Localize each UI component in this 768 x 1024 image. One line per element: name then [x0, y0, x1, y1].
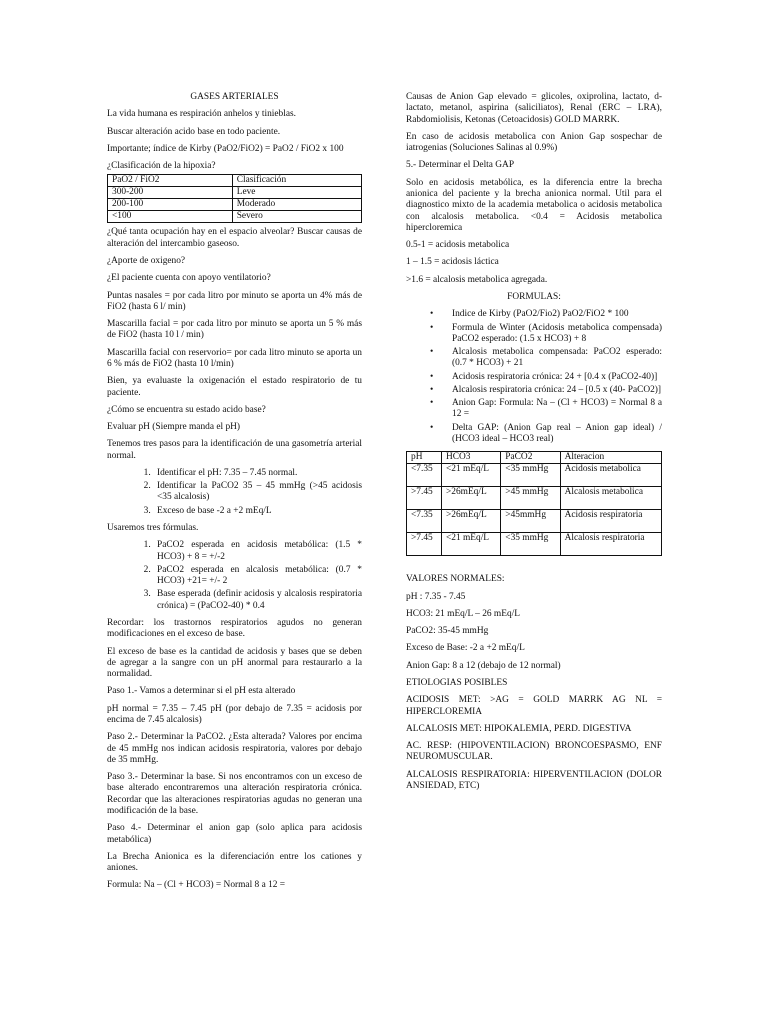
acid-base-table — [406, 451, 662, 556]
paragraph: ¿Clasificación de la hipoxia? — [107, 161, 216, 172]
paragraph: Usaremos tres fórmulas. — [107, 523, 199, 534]
paragraph: Importante; índice de Kirby (PaO2/FiO2) = PaO2 / FiO2 x 100 — [107, 143, 344, 154]
paragraph: ¿El paciente cuenta con apoyo ventilatorio? — [107, 273, 271, 284]
table-cell: <7.35 — [407, 464, 442, 487]
steps-list — [107, 468, 362, 517]
table-cell: Alcalosis metabolica — [560, 487, 661, 510]
table-cell: Moderado — [232, 199, 361, 211]
normal-values-heading: VALORES NORMALES: — [406, 574, 505, 585]
etiology-item: ALCALOSIS MET: HIPOKALEMIA, PERD. DIGESTIVA — [406, 723, 632, 734]
table-row — [407, 533, 662, 556]
table-row — [407, 510, 662, 533]
table-row — [108, 211, 362, 223]
table-header-cell: Alteracion — [560, 452, 661, 464]
table-cell: Severo — [232, 211, 361, 223]
list-item: • Indice de Kirby (PaO2/Fio2) PaO2/FiO2 * 100 — [452, 309, 662, 320]
list-item: • Acidosis respiratoria crónica: 24 + [0.4 x (PaCO2-40)] — [452, 372, 662, 383]
paragraph: Buscar alteración acido base en todo paciente. — [107, 126, 281, 137]
table-cell: <21 mEq/L — [441, 464, 500, 487]
etiology-item: AC. RESP: (HIPOVENTILACION) BRONCOESPASMO, ENF NEUROMUSCULAR. — [406, 741, 662, 763]
list-item: 1. Identificar el pH: 7.35 – 7.45 normal. — [153, 468, 362, 479]
formulas-bullet-list — [406, 309, 662, 445]
list-item: • Formula de Winter (Acidosis metabolica compensada) PaCO2 esperado: (1.5 x HCO3) + 8 — [452, 323, 662, 346]
table-cell: Leve — [232, 187, 361, 199]
paragraph: 0.5-1 = acidosis metabolica — [406, 240, 510, 251]
list-item: 2. Identificar la PaCO2 35 – 45 mmHg (>45 acidosis <35 alcalosis) — [153, 481, 362, 504]
paragraph: Causas de Anion Gap elevado = glicoles, oxiprolina, lactato, d-lactato, metanol, aspirina (saliciliatos), Renal (ERC – LRA), Rabdomiolisis, Ketonas (Cetoacidosis) GOLD MARRK. — [406, 92, 662, 125]
table-cell: Acidosis respiratoria — [560, 510, 661, 533]
hypoxia-table — [107, 174, 362, 223]
etiology-item: ACIDOSIS MET: >AG = GOLD MARRK AG NL = HIPERCLOREMIA — [406, 695, 662, 717]
table-header-cell: PaO2 / FiO2 — [108, 175, 233, 187]
table-row — [108, 199, 362, 211]
table-cell: <35 mmHg — [501, 533, 560, 556]
list-item: • Anion Gap: Formula: Na – (Cl + HCO3) = Normal 8 a 12 = — [452, 398, 662, 421]
normal-value: Exceso de Base: -2 a +2 mEq/L — [406, 643, 525, 654]
paragraph: >1.6 = alcalosis metabolica agregada. — [406, 274, 548, 285]
table-cell: Acidosis metabolica — [560, 464, 661, 487]
document-title: GASES ARTERIALES — [190, 92, 279, 102]
list-item: 3. Exceso de base -2 a +2 mEq/L — [153, 506, 362, 517]
paragraph: 1 – 1.5 = acidosis láctica — [406, 257, 499, 268]
table-row — [108, 187, 362, 199]
paragraph: Paso 3.- Determinar la base. Si nos encontramos con un exceso de base alterado encontraremos una alteración respiratoria crónica. Recordar que las alteraciones respiratorias agudas no generan una modificación de la base. — [107, 772, 362, 816]
left-column — [107, 92, 362, 898]
table-header-row — [407, 452, 662, 464]
normal-value: HCO3: 21 mEq/L – 26 mEq/L — [406, 608, 520, 619]
table-cell: <100 — [108, 211, 233, 223]
table-cell: Alcalosis respiratoria — [560, 533, 661, 556]
table-header-cell: HCO3 — [441, 452, 500, 464]
right-column — [406, 92, 662, 798]
paragraph: La vida humana es respiración anhelos y tinieblas. — [107, 109, 297, 120]
paragraph: Bien, ya evaluaste la oxigenación el estado respiratorio de tu paciente. — [107, 376, 362, 398]
table-cell: >7.45 — [407, 533, 442, 556]
paragraph: Mascarilla facial = por cada litro por minuto se aporta un 5 % más de FiO2 (hasta 10 l / min) — [107, 319, 362, 341]
list-item: • Alcalosis metabolica compensada: PaCO2 esperado: (0.7 * HCO3) + 21 — [452, 347, 662, 370]
table-cell: >26mEq/L — [441, 487, 500, 510]
table-row — [407, 487, 662, 510]
paragraph: ¿Aporte de oxigeno? — [107, 255, 186, 266]
normal-value: Anion Gap: 8 a 12 (debajo de 12 normal) — [406, 660, 561, 671]
table-cell: <21 mEq/L — [441, 533, 500, 556]
paragraph: El exceso de base es la cantidad de acidosis y bases que se deben de agregar a la sangre con un pH anormal para restaurarlo a la normalidad. — [107, 646, 362, 680]
normal-value: PaCO2: 35-45 mmHg — [406, 626, 489, 637]
table-cell: 200-100 — [108, 199, 233, 211]
paragraph: 5.- Determinar el Delta GAP — [406, 160, 515, 171]
paragraph: Puntas nasales = por cada litro por minuto se aporta un 4% más de FiO2 (hasta 6 l/ min) — [107, 290, 362, 312]
paragraph: Formula: Na – (Cl + HCO3) = Normal 8 a 12 = — [107, 880, 286, 891]
paragraph: Solo en acidosis metabólica, es la diferencia entre la brecha anionica del paciente y la brecha anionica normal. Util para el diagnostico mixto de la academia metabolica o acidosis metabolica con alcalosis metabolica. <0.4 = Acidosis metabolica hipercloremica — [406, 177, 662, 233]
list-item: • Delta GAP: (Anion Gap real – Anion gap ideal) / (HCO3 ideal – HCO3 real) — [452, 423, 662, 446]
formulas-heading: FORMULAS: — [507, 291, 561, 302]
list-item: 1. PaCO2 esperada en acidosis metabólica: (1.5 * HCO3) + 8 = +/-2 — [153, 540, 362, 563]
paragraph: ¿Qué tanta ocupación hay en el espacio alveolar? Buscar causas de alteración del intercambio gaseoso. — [107, 227, 362, 249]
paragraph: pH normal = 7.35 – 7.45 pH (por debajo de 7.35 = acidosis por encima de 7.45 alcalosis) — [107, 703, 362, 725]
table-cell: <35 mmHg — [501, 464, 560, 487]
paragraph: Paso 2.- Determinar la PaCO2. ¿Esta alterada? Valores por encima de 45 mmHg nos indican acidosis respiratoria, valores por debajo de 35 mmHg. — [107, 732, 362, 765]
etiology-item: ALCALOSIS RESPIRATORIA: HIPERVENTILACION (DOLOR ANSIEDAD, ETC) — [406, 769, 662, 791]
paragraph: Evaluar pH (Siempre manda el pH) — [107, 422, 241, 433]
table-row — [407, 464, 662, 487]
formulas-list — [107, 540, 362, 612]
normal-value: pH : 7.35 - 7.45 — [406, 591, 466, 602]
table-cell: >45 mmHg — [501, 487, 560, 510]
paragraph: Tenemos tres pasos para la identificación de una gasometría arterial normal. — [107, 439, 362, 461]
table-header-cell: PaCO2 — [501, 452, 560, 464]
paragraph: En caso de acidosis metabolica con Anion Gap sospechar de iatrogenias (Soluciones Salinas al 0.9%) — [406, 131, 662, 154]
list-item: • Alcalosis respiratoria crónica: 24 – [0.5 x (40- PaCO2)] — [452, 385, 662, 396]
etiology-heading: ETIOLOGIAS POSIBLES — [406, 678, 508, 688]
table-header-row — [108, 175, 362, 187]
table-header-cell: pH — [407, 452, 442, 464]
table-header-cell: Clasificación — [232, 175, 361, 187]
list-item: 3. Base esperada (definir acidosis y alcalosis respiratoria crónica) = (PaCO2-40) * 0.4 — [153, 589, 362, 612]
paragraph: Mascarilla facial con reservorio= por cada litro minuto se aporta un 6 % más de FiO2 (hasta 10 l/min) — [107, 347, 362, 369]
table-cell: 300-200 — [108, 187, 233, 199]
paragraph: ¿Cómo se encuentra su estado acido base? — [107, 404, 266, 415]
paragraph: Recordar: los trastornos respiratorios agudos no generan modificaciones en el exceso de base. — [107, 618, 362, 640]
table-cell: >45mmHg — [501, 510, 560, 533]
list-item: 2. PaCO2 esperada en alcalosis metabólica: (0.7 * HCO3) +21= +/- 2 — [153, 565, 362, 588]
table-cell: >7.45 — [407, 487, 442, 510]
paragraph: Paso 4.- Determinar el anion gap (solo aplica para acidosis metabólica) — [107, 823, 362, 845]
table-cell: >26mEq/L — [441, 510, 500, 533]
paragraph: La Brecha Anionica es la diferenciación entre los cationes y aniones. — [107, 851, 362, 874]
table-cell: <7.35 — [407, 510, 442, 533]
paragraph: Paso 1.- Vamos a determinar si el pH esta alterado — [107, 686, 296, 697]
